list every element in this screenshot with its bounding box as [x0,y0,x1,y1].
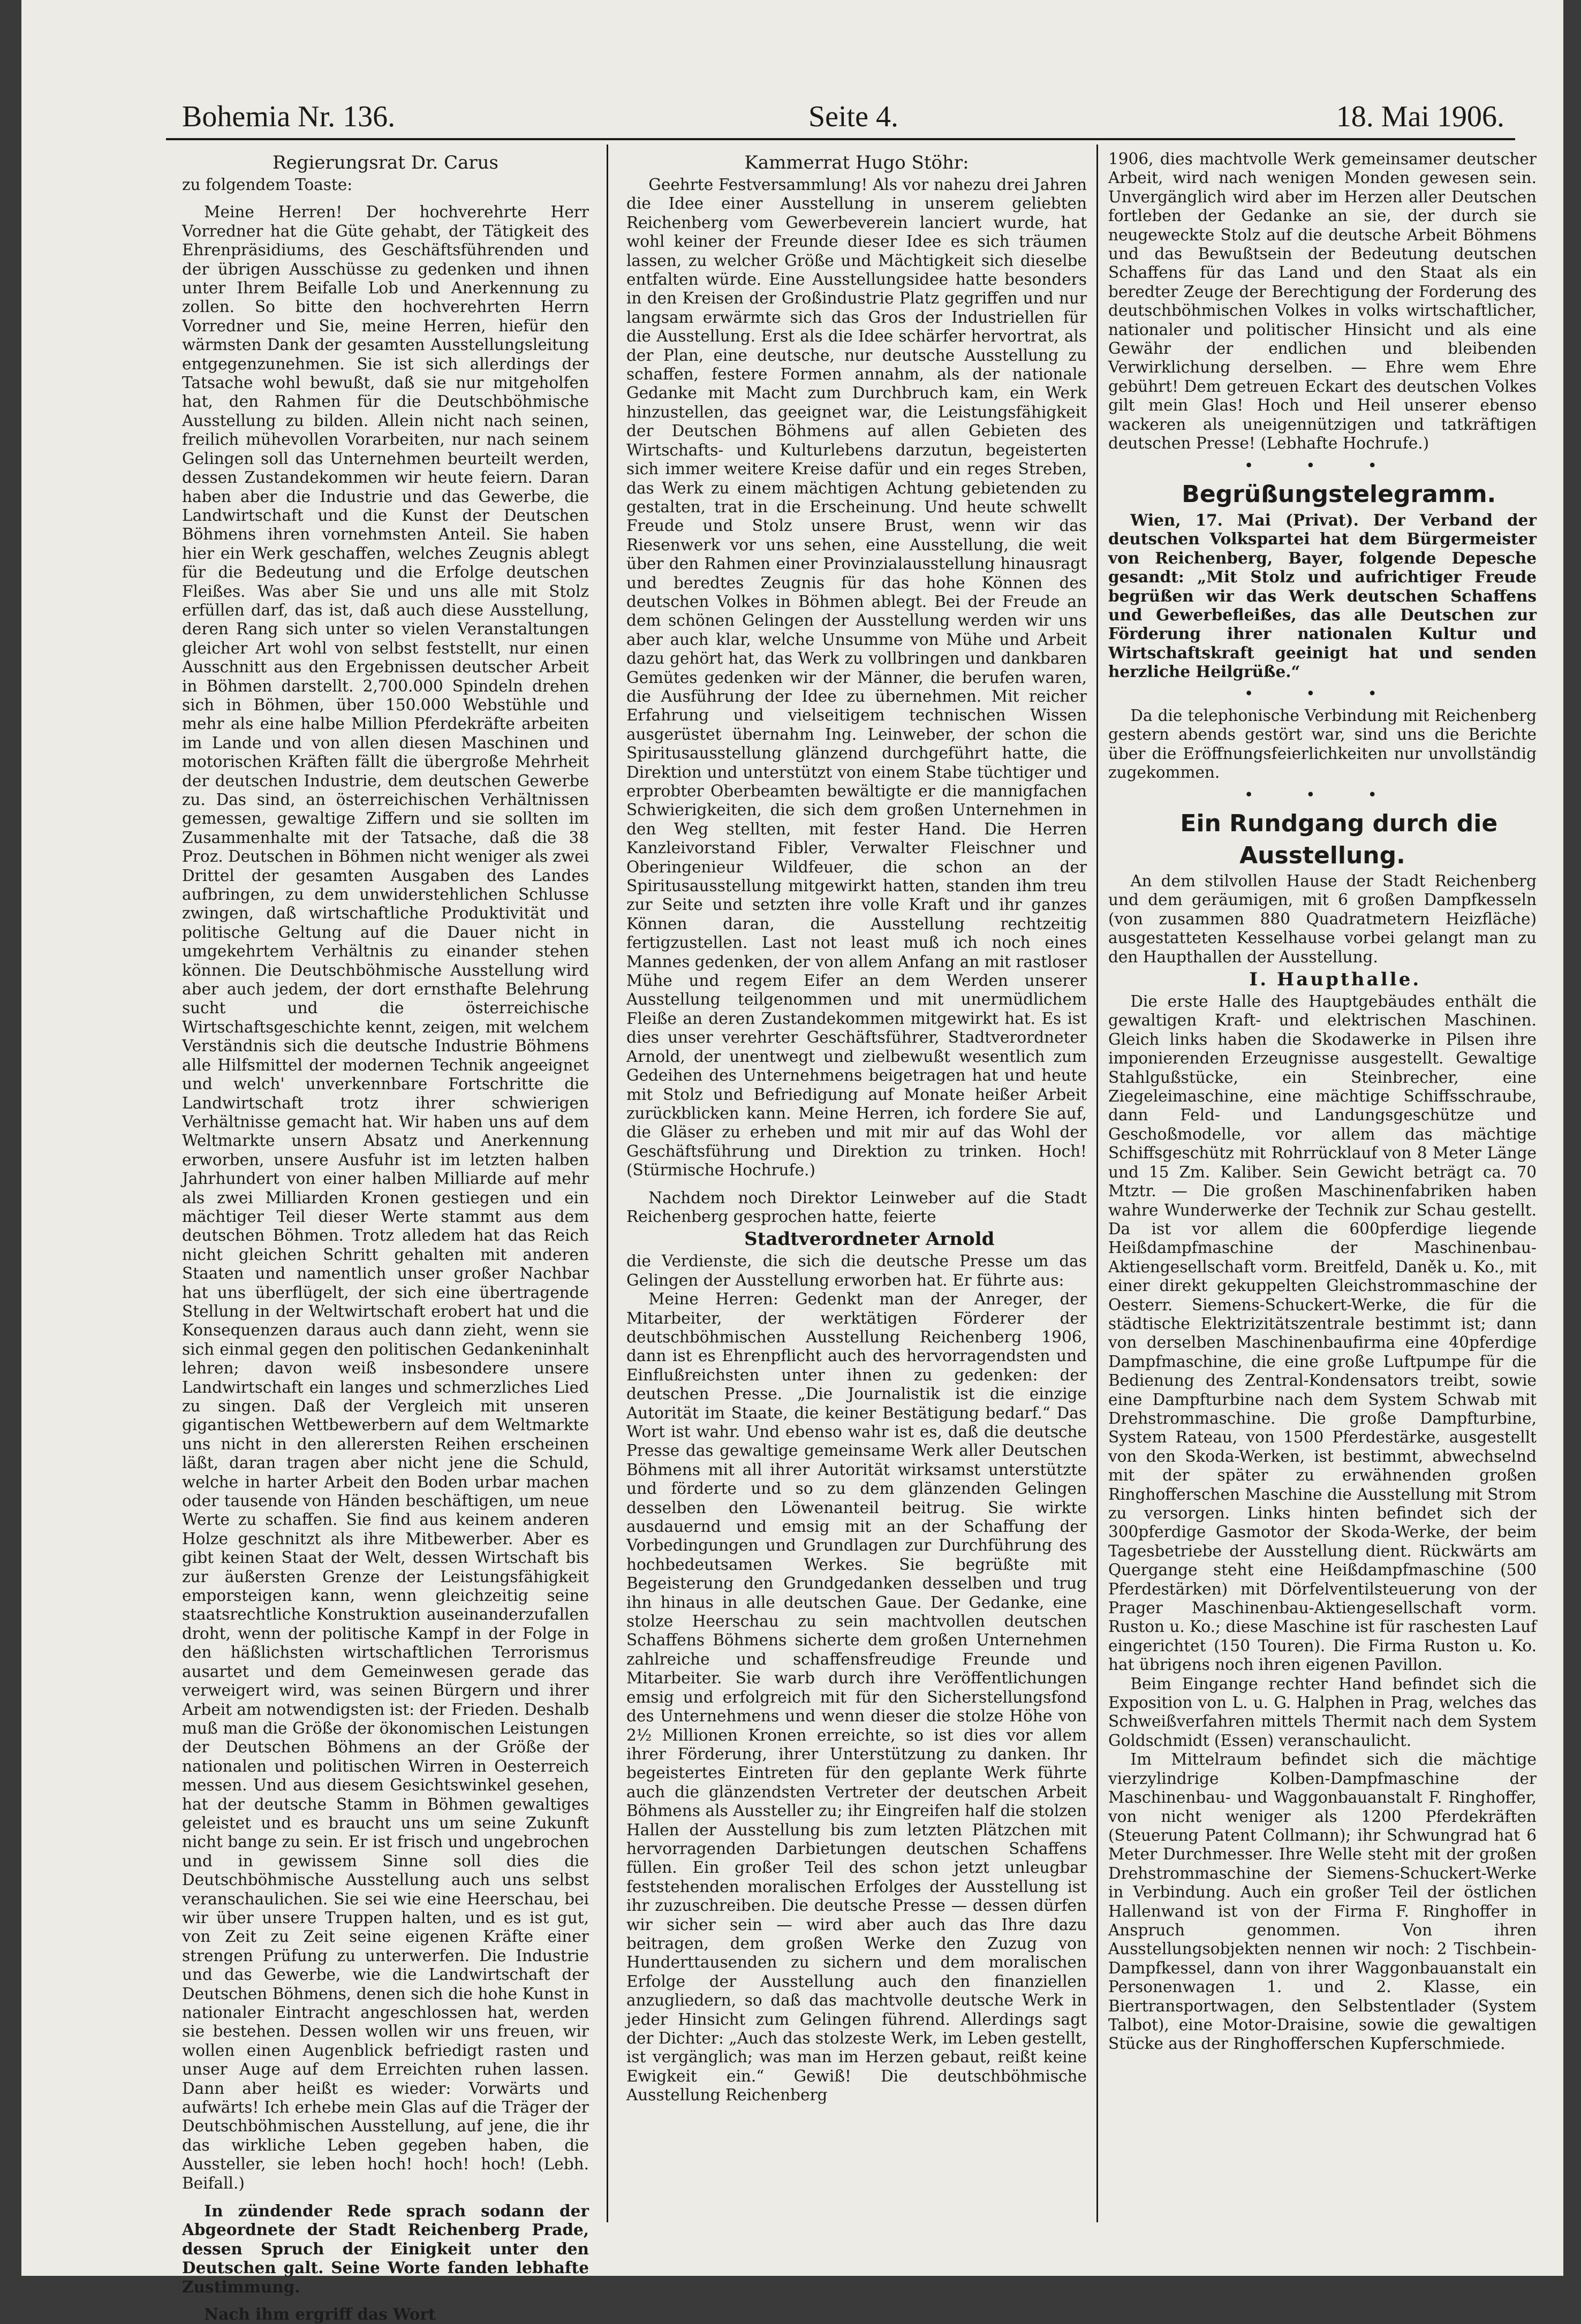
paragraph: Im Mittelraum befindet sich die mächtige vierzylindrige Kolben-Dampfmaschine der Maschinenbau- und Waggonbauanstalt F. Ringhoffer, von nicht weniger als 1200 Pferdekräften (Steuerung Patent Collmann); ihr Schwungrad hat 6 Meter Durchmesser. Ihre Welle steht mit der großen Drehstrommaschine der Siemens-Schuckert-Werke in Verbindung. Auch ein großer Teil der östlichen Hallenwand ist von der Firma F. Ringhoffer in Anspruch genommen. Von ihren Ausstellungsobjekten nennen wir noch: 2 Tischbein-Dampfkessel, dann von ihrer Waggonbauanstalt ein Personenwagen 1. und 2. Klasse, ein Biertransportwagen, den Selbstentlader (System Talbot), eine Motor-Draisine, sowie die gewaltigen Stücke aus der Ringhofferschen Kupferschmiede. [1108,1750,1537,2053]
article-heading: Ein Rundgang durch die Ausstellung. [1180,810,1498,869]
paragraph: die Verdienste, die sich die deutsche Presse um das Gelingen der Ausstellung erworben hat. Er führte aus: [626,1252,1087,1289]
speaker-heading: Kammerrat Hugo Stöhr: [744,152,969,173]
speaker-heading: Stadtverordneter Arnold [744,1228,995,1250]
speaker-intro: zu folgendem Toaste: [182,176,353,194]
paragraph: Nachdem noch Direktor Leinweber auf die Stadt Reichenberg gesprochen hatte, feierte [626,1188,1087,1226]
paragraph: Beim Eingange rechter Hand befindet sich die Exposition von L. u. G. Halphen in Prag, welches das Schweißverfahren mittels Thermit nach dem System Goldschmidt (Essen) veranschaulicht. [1108,1674,1537,1750]
column-1 [182,150,589,2324]
column-2 [626,150,1087,2217]
speaker-heading: Regierungsrat Dr. Carus [272,152,498,173]
header-page-number: Seite 4. [808,100,898,133]
paragraph: Da die telephonische Verbindung mit Reichenberg gestern abends gestört war, sind uns die Berichte über die Eröffnungsfeierlichkeiten nur unvollständig zugekommen. [1108,706,1537,782]
paragraph: Die erste Halle des Hauptgebäudes enthält die gewaltigen Kraft- und elektrischen Maschinen. Gleich links haben die Skodawerke in Pilsen ihre imponierenden Erzeugnisse ausgestellt. Gewaltige Stahlgußstücke, ein Steinbrecher, eine Ziegeleimaschine, eine mächtige Schiffsschraube, dann Feld- und Landungsgeschütze und Geschoßmodelle, vor allem das mächtige Schiffsgeschütz mit Rohrrücklauf von 8 Meter Länge und 15 Zm. Kaliber. Sein Gewicht beträgt ca. 70 Mtztr. — Die großen Maschinenfabriken haben wahre Wunderwerke der Technik zur Schau gestellt. Da ist vor allem die 600pferdige liegende Heißdampfmaschine der Maschinenbau-Aktiengesellschaft vorm. Breitfeld, Daněk u. Ko., mit einer direkt gekuppelten Gleichstrommaschine der Oesterr. Siemens-Schuckert-Werke, die für die städtische Elektrizitätszentrale bestimmt ist; dann von derselben Maschinenbaufirma eine 40pferdige Dampfmaschine, die eine große Luftpumpe für die Bedienung des Zentral-Kondensators treibt, sowie eine Dampfturbine nach dem System Schwab mit Drehstrommaschine. Die große Dampfturbine, System Rateau, von 1500 Pferdestärke, ausgestellt von den Skoda-Werken, ist bestimmt, abwechselnd mit der später zu erwähnenden großen Ringhofferschen Maschine die Ausstellung mit Strom zu versorgen. Links hinten befindet sich der 300pferdige Gasmotor der Skoda-Werke, der beim Tagesbetriebe der Ausstellung dient. Rückwärts am Quergange steht eine Heißdampfmaschine (500 Pferdestärken) mit Dörfelventilsteuerung von der Prager Maschinenbau-Aktiengesellschaft vorm. Ruston u. Ko.; diese Maschine ist für raschesten Lauf eingerichtet (150 Touren). Die Firma Ruston u. Ko. hat übrigens noch ihren eigenen Pavillon. [1108,992,1537,1674]
article-heading: Begrüßungstelegramm. [1182,480,1496,508]
header-issue: Bohemia Nr. 136. [182,100,396,133]
paragraph: Geehrte Festversammlung! Als vor nahezu drei Jahren die Idee einer Ausstellung in unserem geliebten Reichenberg vom Gewerbeverein lanciert wurde, hat wohl keiner der Freunde dieser Idee es sich träumen lassen, zu welcher Größe und Mächtigkeit sich dieselbe entfalten würde. Eine Ausstellungsidee hatte besonders in den Kreisen der Großindustrie Platz gegriffen und nur langsam erwärmte sich das Gros der Industriellen für die Ausstellung. Erst als die Idee schärfer hervortrat, als der Plan, eine deutsche, nur deutsche Ausstellung zu schaffen, festere Formen annahm, als der nationale Gedanke mit Macht zum Durchbruch kam, ein Werk hinzustellen, das geeignet war, die Leistungsfähigkeit der Deutschen Böhmens auf allen Gebieten des Wirtschafts- und Kulturlebens darzutun, begeisterten sich immer weitere Kreise dafür und ein reges Streben, das Werk zu einem mächtigen Achtung gebietenden zu gestalten, trat in die Erscheinung. Und heute schwellt Freude und Stolz unsere Brust, wenn wir das Riesenwerk vor uns sehen, eine Ausstellung, die weit über den Rahmen einer Provinzialausstellung hinausragt und beredtes Zeugnis für das hohe Können des deutschen Volkes in Böhmen ablegt. Bei der Freude an dem schönen Gelingen der Ausstellung werden wir uns aber auch klar, welche Unsumme von Mühe und Arbeit dazu gehört hat, das Werk zu vollbringen und dankbaren Gemütes gedenken wir der Männer, die berufen waren, die Ausführung der Idee zu übernehmen. Mit reicher Erfahrung und vielseitigem technischen Wissen ausgerüstet übernahm Ing. Leinweber, der schon die Spiritusausstellung glänzend durchgeführt hatte, die Direktion und unterstützt von einem Stabe tüchtiger und erprobter Oberbeamten bewältigte er die mannigfachen Schwierigkeiten, die sich dem großen Unternehmen in den Weg stellten, mit fester Hand. Die Herren Kanzleivorstand Fibler, Verwalter Fleischner und Oberingenieur Wildfeuer, die schon an der Spiritusausstellung mitgewirkt hatten, standen ihm treu zur Seite und setzten ihre volle Kraft und ihr ganzes Können daran, die Ausstellung rechtzeitig fertigzustellen. Last not least muß ich noch eines Mannes gedenken, der von allem Anfang an mit rastloser Mühe und regem Eifer an dem Werden unserer Ausstellung teilgenommen und mit unermüdlichem Fleiße an deren Zustandekommen mitgewirkt hat. Es ist dies unser verehrter Geschäftsführer, Stadtverordneter Arnold, der unentwegt und zielbewußt wesentlich zum Gedeihen des Unternehmens beigetragen hat und heute mit Stolz und Befriedigung auf Monate heißer Arbeit zurückblicken kann. Meine Herren, ich fordere Sie auf, die Gläser zu erheben und mit mir auf das Wohl der Geschäftsführung und Direktion zu trinken. Hoch! (Stürmische Hochrufe.) [626,176,1087,1180]
header-date: 18. Mai 1906. [1336,100,1504,133]
paragraph: In zündender Rede sprach sodann der Abgeordnete der Stadt Reichenberg Prade, dessen Spruch der Einigkeit unter den Deutschen galt. Seine Worte fanden lebhafte Zustimmung. [182,2201,589,2296]
section-divider: • • • [1244,456,1401,475]
paragraph: 1906, dies machtvolle Werk gemeinsamer deutscher Arbeit, wird nach wenigen Monden gewesen sein. Unvergänglich wird aber im Herzen aller Deutschen fortleben der Gedanke an sie, der durch sie neugeweckte Stolz auf die deutsche Arbeit Böhmens und das Bewußtsein der Bedeutung deutschen Schaffens für das Land und den Staat als ein beredter Zeuge der Berechtigung der Forderung des deutschböhmischen Volkes in volks wirtschaftlicher, nationaler und politischer Hinsicht und als eine Gewähr der endlichen und bleibenden Verwirklichung derselben. — Ehre wem Ehre gebührt! Dem getreuen Eckart des deutschen Volkes gilt mein Glas! Hoch und Heil unserer ebenso wackeren als uneigennützigen und tatkräftigen deutschen Presse! (Lebhafte Hochrufe.) [1108,150,1537,453]
paragraph: An dem stilvollen Hause der Stadt Reichenberg und dem geräumigen, mit 6 großen Dampfkesseln (von zusammen 880 Quadratmetern Heizfläche) ausgestatteten Kesselhause vorbei gelangt man zu den Haupthallen der Ausstellung. [1108,872,1537,966]
paragraph: Meine Herren! Der hochverehrte Herr Vorredner hat die Güte gehabt, der Tätigkeit des Ehrenpräsidiums, des Geschäftsführenden und der übrigen Ausschüsse zu gedenken und ihnen unter Ihrem Beifalle Lob und Anerkennung zu zollen. So bitte den hochverehrten Herrn Vorredner und Sie, meine Herren, hiefür den wärmsten Dank der gesamten Ausstellungsleitung entgegenzunehmen. Sie ist sich allerdings der Tatsache wohl bewußt, daß sie nur mitgeholfen hat, den Rahmen für die Deutschböhmische Ausstellung zu bilden. Allein nicht nach seinen, freilich mühevollen Vorarbeiten, nur nach seinem Gelingen soll das Unternehmen beurteilt werden, dessen Zustandekommen wir heute feiern. Daran haben aber die Industrie und das Gewerbe, die Landwirtschaft und die Kunst der Deutschen Böhmens ihren vornehmsten Anteil. Sie haben hier ein Werk geschaffen, welches Zeugnis ablegt für die Bedeutung und die Erfolge deutschen Fleißes. Was aber Sie und uns alle mit Stolz erfüllen darf, das ist, daß auch diese Ausstellung, deren Rang sich unter so vielen Veranstaltungen gleicher Art wohl von selbst feststellt, nur einen Ausschnitt aus den Ergebnissen deutscher Arbeit in Böhmen darstellt. 2,700.000 Spindeln drehen sich in Böhmen, über 150.000 Webstühle und mehr als eine halbe Million Pferdekräfte arbeiten im Lande und von allen diesen Maschinen und motorischen Kräften fällt die übergroße Mehrheit der deutschen Industrie, dem deutschen Gewerbe zu. Das sind, an österreichischen Verhältnissen gemessen, gewaltige Ziffern und sie sollten im Zusammenhalte mit der Tatsache, daß die 38 Proz. Deutschen in Böhmen nicht weniger als zwei Drittel der gesamten Ausgaben des Landes aufbringen, zu dem unwiderstehlichen Schlusse zwingen, daß wirtschaftliche Produktivität und politische Geltung auf die Dauer nicht in umgekehrtem Verhältnis zu einander stehen können. Die Deutschböhmische Ausstellung wird aber auch jedem, der dort ernsthafte Belehrung sucht und die österreichische Wirtschaftsgeschichte kennt, zeigen, mit welchem Verständnis sich die deutsche Industrie Böhmens alle Hilfsmittel der modernen Technik angeeignet und welch' unverkennbare Fortschritte die Landwirtschaft trotz ihrer schwierigen Verhältnisse gemacht hat. Wir haben uns auf dem Weltmarkte unsern Absatz und Anerkennung erworben, unsere Ausfuhr ist im letzten halben Jahrhundert von einer halben Milliarde auf mehr als zwei Milliarden Kronen gestiegen und ein mächtiger Teil dieser Werte stammt aus dem deutschen Böhmen. Trotz alledem hat das Reich nicht gleichen Schritt gehalten mit anderen Staaten und namentlich unser großer Nachbar hat uns überflügelt, der sich eine übertragende Stellung in der Weltwirtschaft erobert hat und die Konsequenzen daraus auch dann zieht, wenn sie sich einmal gegen den politischen Gedankeninhalt lehren; davon weiß insbesondere unsere Landwirtschaft ein langes und schmerzliches Lied zu singen. Daß der Vergleich mit unseren gigantischen Wettbewerbern auf dem Weltmarkte uns nicht in den allerersten Reihen erscheinen läßt, daran tragen aber nicht jene die Schuld, welche in harter Arbeit den Boden urbar machen oder tausende von Händen beschäftigen, um neue Werte zu schaffen. Sie find aus keinem anderen Holze geschnitzt als ihre Mitbewerber. Aber es gibt keinen Staat der Welt, dessen Wirtschaft bis zur äußersten Grenze der Leistungsfähigkeit emporsteigen kann, wenn gleichzeitig seine staatsrechtliche Konstruktion auseinanderzufallen droht, wenn der politische Kampf in der Folge in den häßlichsten wirtschaftlichen Terrorismus ausartet und dem Gemeinwesen gerade das verweigert wird, was seinen Bürgern und ihrer Arbeit am notwendigsten ist: der Frieden. Deshalb muß man die Größe der ökonomischen Leistungen der Deutschen Böhmens an der Größe der nationalen und politischen Wirren in Oesterreich messen. Und aus diesem Gesichtswinkel gesehen, hat der deutsche Stamm in Böhmen gewaltiges geleistet und es braucht uns um seine Zukunft nicht bange zu sein. Er ist frisch und ungebrochen und in gewissem Sinne soll dies die Deutschböhmische Ausstellung auch uns selbst veranschaulichen. Sie sei wie eine Heerschau, bei wir über unsere Truppen halten, und es ist gut, von Zeit zu Zeit seine eigenen Kräfte einer strengen Prüfung zu unterwerfen. Die Industrie und das Gewerbe, wie die Landwirtschaft der Deutschen Böhmens, denen sich die hohe Kunst in nationaler Eintracht angeschlossen hat, werden sie bestehen. Dessen wollen wir uns freuen, wir wollen einen Augenblick befriedigt rasten und unser Auge auf dem Erreichten ruhen lassen. Dann aber heißt es wieder: Vorwärts und aufwärts! Ich erhebe mein Glas auf die Träger der Deutschböhmischen Ausstellung, auf jene, die ihr das wirkliche Leben gegeben haben, die Aussteller, sie leben hoch! hoch! hoch! (Lebh. Beifall.) [182,203,589,2192]
column-3 [1108,150,1537,2217]
section-divider: • • • [1244,684,1401,703]
newspaper-page [21,0,1563,2324]
paragraph: Wien, 17. Mai (Privat). Der Verband der deutschen Volkspartei hat dem Bürgermeister von Reichenberg, Bayer, folgende Depesche gesandt: „Mit Stolz und aufrichtiger Freude begrüßen wir das Werk deutschen Schaffens und Gewerbefleißes, das alle Deutschen zur Förderung ihrer nationalen Kultur und Wirtschaftskraft geeinigt hat und senden herzliche Heilgrüße.“ [1108,510,1537,681]
paragraph: Meine Herren: Gedenkt man der Anreger, der Mitarbeiter, der werktätigen Förderer der deutschböhmischen Ausstellung Reichenberg 1906, dann ist es Ehrenpflicht auch des hervorragendsten und Einflußreichsten unter ihnen zu gedenken: der deutschen Presse. „Die Journalistik ist die einzige Autorität im Staate, die keiner Bestätigung bedarf.“ Das Wort ist wahr. Und ebenso wahr ist es, daß die deutsche Presse das gewaltige gemeinsame Werk aller Deutschen Böhmens mit all ihrer Autorität wirksamst unterstützte und förderte und so zu dem glänzenden Gelingen desselben den Löwenanteil beitrug. Sie wirkte ausdauernd und emsig mit an der Schaffung der Vorbedingungen und Grundlagen zur Durchführung des hochbedeutsamen Werkes. Sie begrüßte mit Begeisterung den Grundgedanken desselben und trug ihn hinaus in alle deutschen Gaue. Der Gedanke, eine stolze Heerschau zu sein machtvollen deutschen Schaffens Böhmens sicherte dem großen Unternehmen zahlreiche und schaffensfreudige Freunde und Mitarbeiter. Sie warb durch ihre Veröffentlichungen emsig und erfolgreich mit für den Sicherstellungsfond des Unternehmens und wenn dieser die stolze Höhe von 2½ Millionen Kronen erreichte, so ist dies vor allem ihrer Förderung, ihrer Unterstützung zu danken. Ihr begeistertes Eintreten für den geplante Werk führte auch die glänzendsten Vertreter der deutschen Arbeit Böhmens als Aussteller zu; ihr Eingreifen half die stolzen Hallen der Ausstellung bis zum letzten Plätzchen mit hervorragenden Darbietungen deutschen Schaffens füllen. Ein großer Teil des schon jetzt unleugbar feststehenden moralischen Erfolges der Ausstellung ist ihr zuzuschreiben. Die deutsche Presse — dessen dürfen wir sicher sein — wird aber auch das Ihre dazu beitragen, dem großen Werke den Zuzug von Hunderttausenden zu sichern und dem moralischen Erfolge der Ausstellung auch den finanziellen anzugliedern, so daß das machtvolle deutsche Werk in jeder Hinsicht zum Gelingen führend. Allerdings sagt der Dichter: „Auch das stolzeste Werk, im Leben gestellt, ist vergänglich; was man im Herzen gebaut, reißt keine Ewigkeit ein.“ Gewiß! Die deutschböhmische Ausstellung Reichenberg [626,1290,1087,2105]
section-subheading: I. Haupthalle. [1249,969,1421,991]
section-divider: • • • [1244,785,1401,804]
page-header [166,90,1515,140]
paragraph: Nach ihm ergriff das Wort [204,2305,436,2324]
column-rule [607,145,608,2222]
column-rule [1096,145,1098,2222]
